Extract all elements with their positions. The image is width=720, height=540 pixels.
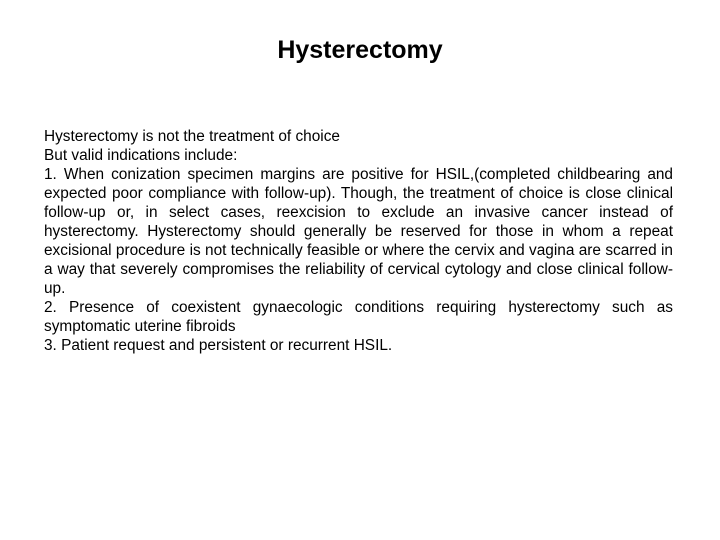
- indications-intro: But valid indications include:: [44, 147, 238, 164]
- slide-body: [44, 127, 673, 355]
- slide-title: Hysterectomy: [277, 36, 443, 64]
- indication-item-1: 1. When conization specimen margins are positive for HSIL,(completed childbearing and expected poor compliance with follow-up). Though, the treatment of choice is close clinical follow-up or, in select cases, reexcision to exclude an invasive cancer instead of hysterectomy. Hysterectomy should generally be reserved for those in whom a repeat excisional procedure is not technically feasible or where the cervix and vagina are scarred in a way that severely compromises the reliability of cervical cytology and close clinical follow-up.: [44, 166, 673, 297]
- intro-line: Hysterectomy is not the treatment of choice: [44, 128, 340, 145]
- indication-item-2: 2. Presence of coexistent gynaecologic conditions requiring hysterectomy such as symptomatic uterine fibroids: [44, 299, 673, 335]
- indication-item-3: 3. Patient request and persistent or recurrent HSIL.: [44, 337, 393, 354]
